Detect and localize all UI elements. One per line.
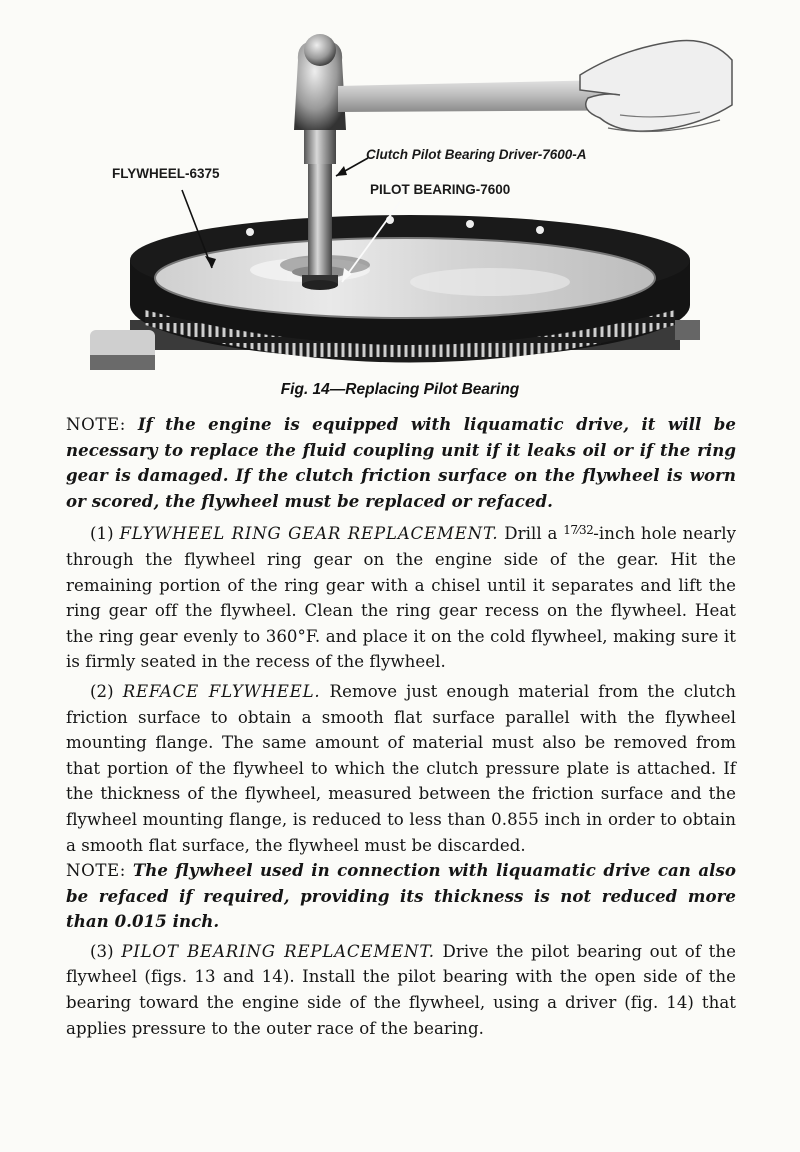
flywheel-photo xyxy=(60,20,740,380)
note-1-label: NOTE: xyxy=(66,415,126,434)
body-text xyxy=(66,412,736,1041)
note-2-text: The flywheel used in connection with liquamatic drive can also be refaced if required, providing its thickness is not reduced more than 0.015 inch. xyxy=(66,860,737,932)
note-1-text: If the engine is equipped with liquamatic drive, it will be necessary to replace the fluid coupling unit if it leaks oil or if the ring gear is damaged. If the clutch friction surface on the flywheel is worn or scored, the flywheel must be replaced or refaced. xyxy=(66,414,736,511)
flywheel-label: FLYWHEEL-6375 xyxy=(112,166,220,181)
note-1 xyxy=(66,412,736,514)
section-2-title: REFACE FLYWHEEL. xyxy=(122,681,321,701)
note-2-label: NOTE: xyxy=(66,861,126,881)
section-3-title: PILOT BEARING REPLACEMENT. xyxy=(121,941,435,961)
section-1-text: -inch hole nearly through the flywheel ring gear on the engine side of the gear. Hit the remaining portion of the ring gear with a chisel until it separates and lift the ring gear off the flywheel. Clean the ring gear recess on the flywheel. Heat the ring gear evenly to 360°F. and place it on the cold flywheel, making sure it is firmly seated in the recess of the flywheel. xyxy=(66,524,736,672)
pilot-bearing-label: PILOT BEARING-7600 xyxy=(370,182,511,197)
section-3-number: (3) xyxy=(90,941,114,961)
figure-caption: Fig. 14—Replacing Pilot Bearing xyxy=(280,381,520,398)
section-1 xyxy=(66,518,736,675)
section-2 xyxy=(66,679,736,858)
section-3 xyxy=(66,939,736,1041)
section-1-pre: Drill a xyxy=(504,524,558,544)
figure-14 xyxy=(60,20,740,380)
section-3-text: Drive the pilot bearing out of the flywheel (figs. 13 and 14). Install the pilot bearing with the open side of the bearing toward the engine side of the flywheel, using a driver (fig. 14) that applies pressure to the outer race of the bearing. xyxy=(66,941,736,1038)
section-2-text: Remove just enough material from the clutch friction surface to obtain a smooth flat surface parallel with the flywheel mounting flange. The same amount of material must also be removed from that portion of the flywheel to which the clutch pressure plate is attached. If the thickness of the flywheel, measured between the friction surface and the flywheel mounting flange, is reduced to less than 0.855 inch in order to obtain a smooth flat surface, the flywheel must be discarded. xyxy=(66,681,736,855)
driver-label: Clutch Pilot Bearing Driver-7600-A xyxy=(366,147,587,162)
section-2-number: (2) xyxy=(90,681,114,701)
section-1-number: (1) xyxy=(90,524,114,544)
section-1-fraction: 17⁄32 xyxy=(563,523,594,538)
note-2 xyxy=(66,858,736,935)
section-1-title: FLYWHEEL RING GEAR REPLACEMENT. xyxy=(119,524,499,544)
